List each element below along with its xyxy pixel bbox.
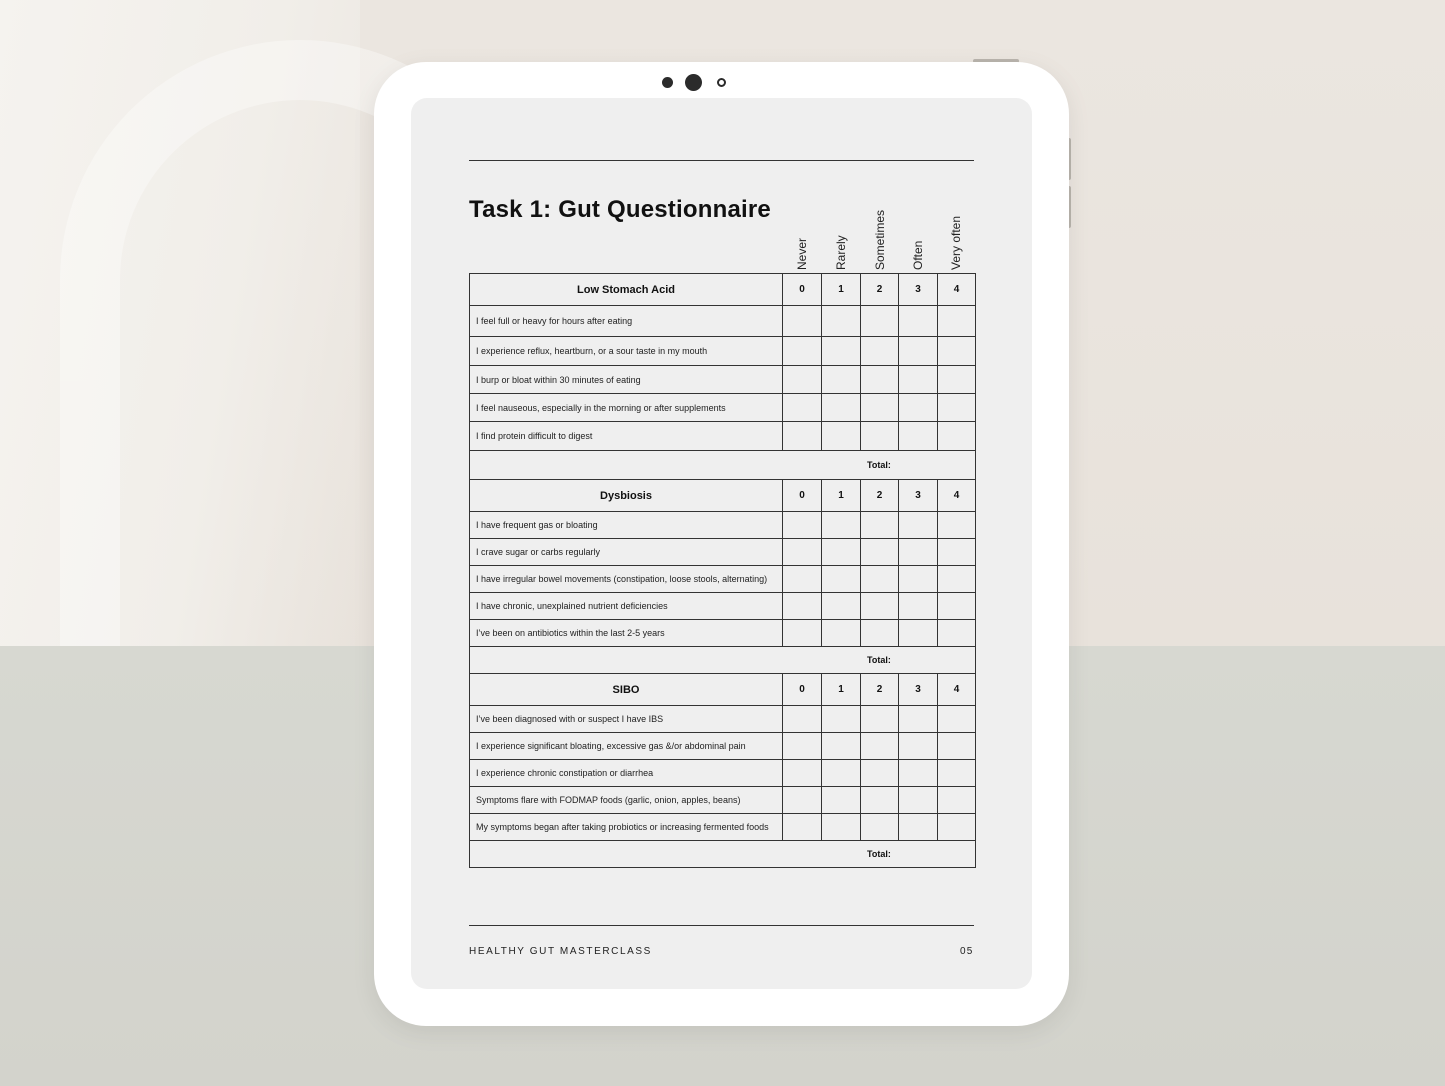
question-row (470, 733, 976, 760)
question-row (470, 366, 976, 394)
score-header-4: 4 (938, 674, 976, 706)
question-row (470, 539, 976, 566)
answer-cell-1[interactable] (822, 593, 861, 620)
questionnaire-table (469, 273, 976, 868)
score-header-3: 3 (899, 480, 938, 512)
answer-cell-4[interactable] (938, 706, 976, 733)
question-text: I have chronic, unexplained nutrient deficiencies (470, 593, 783, 620)
answer-cell-3[interactable] (899, 337, 938, 366)
score-header-0: 0 (783, 480, 822, 512)
question-text: I feel nauseous, especially in the morning or after supplements (470, 394, 783, 422)
answer-cell-2[interactable] (861, 620, 899, 647)
answer-cell-0[interactable] (783, 306, 822, 337)
footer-rule (469, 925, 974, 926)
answer-cell-0[interactable] (783, 733, 822, 760)
answer-cell-3[interactable] (899, 706, 938, 733)
total-row (470, 647, 976, 674)
answer-cell-2[interactable] (861, 814, 899, 841)
answer-cell-3[interactable] (899, 620, 938, 647)
answer-cell-2[interactable] (861, 539, 899, 566)
answer-cell-0[interactable] (783, 620, 822, 647)
answer-cell-4[interactable] (938, 394, 976, 422)
section-title: SIBO (470, 674, 783, 706)
total-label: Total: (867, 655, 891, 665)
score-header-3: 3 (899, 274, 938, 306)
answer-cell-1[interactable] (822, 706, 861, 733)
score-header-2: 2 (861, 674, 899, 706)
answer-cell-2[interactable] (861, 512, 899, 539)
question-row (470, 706, 976, 733)
section-title: Dysbiosis (470, 480, 783, 512)
answer-cell-1[interactable] (822, 539, 861, 566)
answer-cell-2[interactable] (861, 733, 899, 760)
answer-cell-0[interactable] (783, 814, 822, 841)
answer-cell-4[interactable] (938, 814, 976, 841)
answer-cell-3[interactable] (899, 422, 938, 451)
answer-cell-4[interactable] (938, 760, 976, 787)
answer-cell-2[interactable] (861, 787, 899, 814)
total-cell[interactable] (470, 451, 976, 480)
answer-cell-2[interactable] (861, 394, 899, 422)
answer-cell-4[interactable] (938, 539, 976, 566)
section-header-row (470, 274, 976, 306)
section-header-row (470, 480, 976, 512)
question-row (470, 566, 976, 593)
answer-cell-3[interactable] (899, 512, 938, 539)
question-text: I crave sugar or carbs regularly (470, 539, 783, 566)
question-text: I’ve been diagnosed with or suspect I have IBS (470, 706, 783, 733)
footer-course-name: HEALTHY GUT MASTERCLASS (469, 946, 652, 957)
question-row (470, 593, 976, 620)
question-row (470, 306, 976, 337)
answer-cell-3[interactable] (899, 539, 938, 566)
answer-cell-3[interactable] (899, 760, 938, 787)
answer-cell-1[interactable] (822, 620, 861, 647)
camera-sensor-icon (717, 78, 726, 87)
score-header-4: 4 (938, 274, 976, 306)
answer-cell-4[interactable] (938, 337, 976, 366)
answer-cell-1[interactable] (822, 733, 861, 760)
question-text: I experience reflux, heartburn, or a sour taste in my mouth (470, 337, 783, 366)
answer-cell-1[interactable] (822, 422, 861, 451)
answer-cell-1[interactable] (822, 787, 861, 814)
answer-cell-0[interactable] (783, 593, 822, 620)
score-header-1: 1 (822, 274, 861, 306)
answer-cell-0[interactable] (783, 337, 822, 366)
answer-cell-1[interactable] (822, 512, 861, 539)
answer-cell-0[interactable] (783, 422, 822, 451)
answer-cell-2[interactable] (861, 566, 899, 593)
answer-cell-1[interactable] (822, 394, 861, 422)
total-row (470, 841, 976, 868)
question-row (470, 787, 976, 814)
score-header-0: 0 (783, 274, 822, 306)
answer-cell-4[interactable] (938, 733, 976, 760)
answer-cell-4[interactable] (938, 593, 976, 620)
question-text: I burp or bloat within 30 minutes of eating (470, 366, 783, 394)
answer-cell-3[interactable] (899, 306, 938, 337)
question-row (470, 337, 976, 366)
answer-cell-1[interactable] (822, 814, 861, 841)
answer-cell-0[interactable] (783, 706, 822, 733)
answer-cell-0[interactable] (783, 394, 822, 422)
answer-cell-2[interactable] (861, 760, 899, 787)
answer-cell-0[interactable] (783, 787, 822, 814)
score-header-4: 4 (938, 480, 976, 512)
answer-cell-2[interactable] (861, 422, 899, 451)
answer-cell-0[interactable] (783, 760, 822, 787)
answer-cell-1[interactable] (822, 366, 861, 394)
answer-cell-2[interactable] (861, 337, 899, 366)
section-header-row (470, 674, 976, 706)
score-header-0: 0 (783, 674, 822, 706)
answer-cell-2[interactable] (861, 306, 899, 337)
answer-cell-4[interactable] (938, 306, 976, 337)
score-header-2: 2 (861, 274, 899, 306)
answer-cell-2[interactable] (861, 706, 899, 733)
section-title: Low Stomach Acid (470, 274, 783, 306)
answer-cell-4[interactable] (938, 566, 976, 593)
answer-cell-0[interactable] (783, 566, 822, 593)
question-text: Symptoms flare with FODMAP foods (garlic, onion, apples, beans) (470, 787, 783, 814)
question-row (470, 620, 976, 647)
column-label-often: Often (911, 240, 925, 270)
total-row (470, 451, 976, 480)
question-row (470, 814, 976, 841)
score-header-1: 1 (822, 480, 861, 512)
question-text: I feel full or heavy for hours after eating (470, 306, 783, 337)
answer-cell-4[interactable] (938, 512, 976, 539)
page-title: Task 1: Gut Questionnaire (469, 196, 771, 223)
answer-cell-1[interactable] (822, 760, 861, 787)
header-rule (469, 160, 974, 161)
answer-cell-1[interactable] (822, 337, 861, 366)
total-cell[interactable] (470, 647, 976, 674)
camera-lens-icon (685, 74, 702, 91)
answer-cell-3[interactable] (899, 566, 938, 593)
score-header-1: 1 (822, 674, 861, 706)
answer-cell-4[interactable] (938, 422, 976, 451)
answer-cell-3[interactable] (899, 814, 938, 841)
question-row (470, 760, 976, 787)
question-text: I experience significant bloating, excessive gas &/or abdominal pain (470, 733, 783, 760)
answer-cell-3[interactable] (899, 733, 938, 760)
answer-cell-0[interactable] (783, 366, 822, 394)
answer-cell-0[interactable] (783, 539, 822, 566)
answer-cell-2[interactable] (861, 593, 899, 620)
score-header-3: 3 (899, 674, 938, 706)
question-row (470, 394, 976, 422)
answer-cell-3[interactable] (899, 366, 938, 394)
tablet-screen (411, 98, 1032, 989)
footer-page-number: 05 (960, 946, 974, 957)
answer-cell-1[interactable] (822, 306, 861, 337)
column-label-never: Never (795, 237, 809, 270)
question-text: I experience chronic constipation or diarrhea (470, 760, 783, 787)
question-text: I have frequent gas or bloating (470, 512, 783, 539)
question-text: I find protein difficult to digest (470, 422, 783, 451)
total-label: Total: (867, 460, 891, 470)
question-row (470, 422, 976, 451)
column-label-rarely: Rarely (834, 235, 848, 270)
answer-cell-1[interactable] (822, 566, 861, 593)
answer-cell-2[interactable] (861, 366, 899, 394)
question-row (470, 512, 976, 539)
total-label: Total: (867, 849, 891, 859)
answer-cell-3[interactable] (899, 394, 938, 422)
answer-cell-4[interactable] (938, 620, 976, 647)
answer-cell-4[interactable] (938, 787, 976, 814)
score-header-2: 2 (861, 480, 899, 512)
column-label-very-often: Very often (949, 215, 963, 270)
question-text: I have irregular bowel movements (constipation, loose stools, alternating) (470, 566, 783, 593)
total-cell[interactable] (470, 841, 976, 868)
answer-cell-0[interactable] (783, 512, 822, 539)
answer-cell-3[interactable] (899, 593, 938, 620)
column-label-sometimes: Sometimes (873, 209, 887, 270)
answer-cell-4[interactable] (938, 366, 976, 394)
question-text: My symptoms began after taking probiotics or increasing fermented foods (470, 814, 783, 841)
camera-dot-icon (662, 77, 673, 88)
question-text: I’ve been on antibiotics within the last 2-5 years (470, 620, 783, 647)
answer-cell-3[interactable] (899, 787, 938, 814)
